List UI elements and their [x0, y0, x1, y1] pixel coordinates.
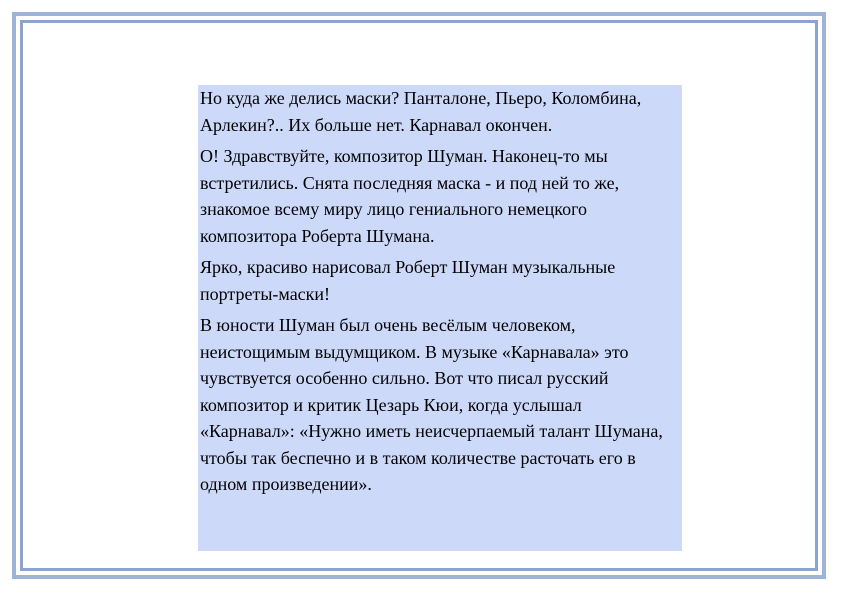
text-box: [198, 85, 682, 551]
paragraph-greeting: О! Здравствуйте, композитор Шуман. Наконец-то мы встретились. Снята последняя маска - и под ней то же, знакомое всему миру лицо гениального немецкого композитора Роберта Шумана.: [200, 146, 620, 246]
paragraph-masks: Но куда же делись маски? Панталоне, Пьеро, Коломбина, Арлекин?.. Их больше нет. Карнавал окончен.: [200, 88, 642, 135]
paragraph-youth: В юности Шуман был очень весёлым человеком, неистощимым выдумщиком. В музыке «Карнавала» это чувствуется особенно сильно. Вот что писал русский композитор и критик Цезарь Кюи, когда услышал «Карнавал»: «Нужно иметь неисчерпаемый талант Шумана, чтобы так беспечно и в таком количестве расточать его в одном произведении».: [200, 315, 663, 494]
paragraph-portraits: Ярко, красиво нарисовал Роберт Шуман музыкальные портреты-маски!: [200, 257, 616, 304]
